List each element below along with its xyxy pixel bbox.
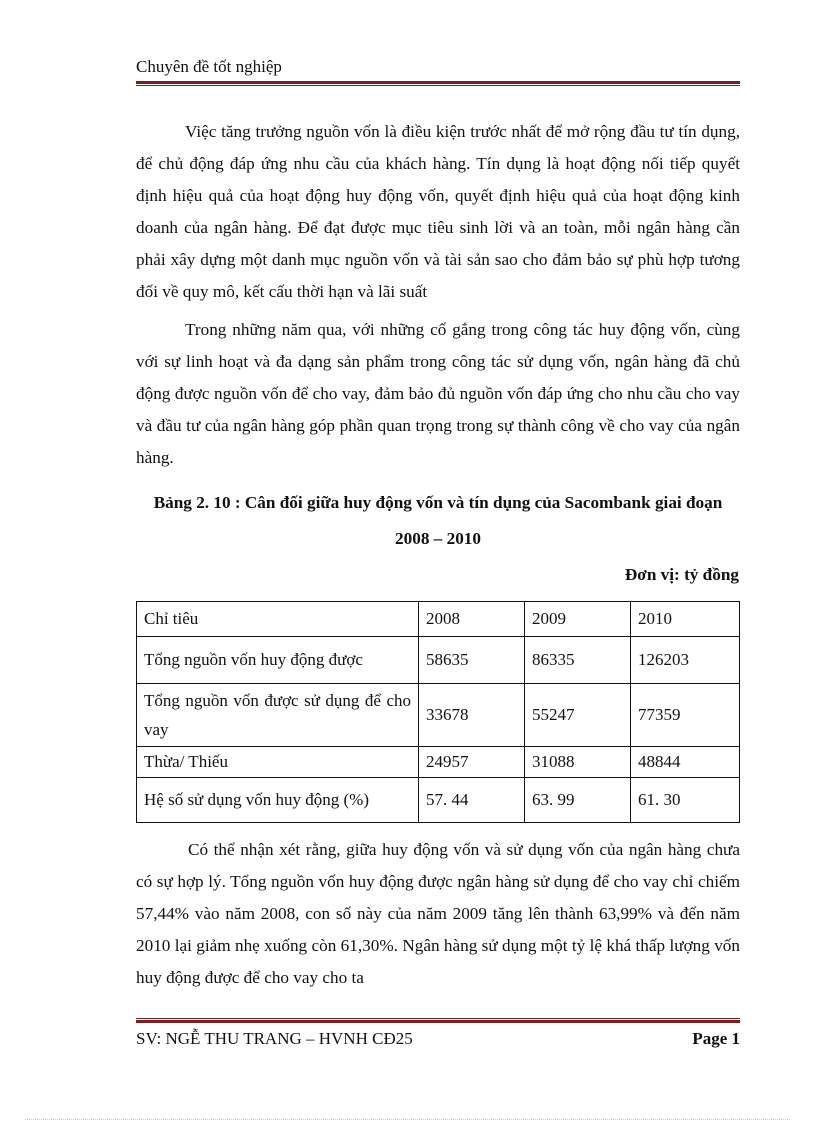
cell-2008: 24957 bbox=[419, 747, 525, 778]
cell-2009: 63. 99 bbox=[525, 778, 631, 823]
cell-2010: 61. 30 bbox=[631, 778, 740, 823]
cell-2010: 77359 bbox=[631, 684, 740, 747]
header-cell-2010: 2010 bbox=[631, 602, 740, 637]
page-bottom-divider bbox=[25, 1119, 790, 1120]
cell-2008: 58635 bbox=[419, 637, 525, 684]
table-header-row bbox=[137, 602, 740, 637]
body-section-top bbox=[136, 116, 740, 474]
table-row bbox=[137, 778, 740, 823]
paragraph-1: Việc tăng trưởng nguồn vốn là điều kiện trước nhất để mở rộng đầu tư tín dụng, để chủ động đáp ứng nhu cầu của khách hàng. Tín dụng là hoạt động nối tiếp quyết định hiệu quả của hoạt động huy động vốn, quyết định hiệu quả của hoạt động kinh doanh của ngân hàng. Để đạt được mục tiêu sinh lời và an toàn, mỗi ngân hàng cần phải xây dựng một danh mục nguồn vốn và tài sản sao cho đảm bảo sự phù hợp tương đối về quy mô, kết cấu thời hạn và lãi suất bbox=[136, 122, 740, 301]
footer-rule-thin bbox=[136, 1018, 740, 1019]
unit-label: Đơn vị: tỷ đồng bbox=[624, 565, 739, 584]
balance-table bbox=[136, 601, 740, 823]
cell-2009: 31088 bbox=[525, 747, 631, 778]
cell-2009: 86335 bbox=[525, 637, 631, 684]
header-cell-indicator: Chỉ tiêu bbox=[137, 602, 419, 637]
header-rule-thin bbox=[136, 85, 740, 86]
cell-2008: 33678 bbox=[419, 684, 525, 747]
footer-rule-thick bbox=[136, 1020, 740, 1023]
paragraph-3: Có thể nhận xét rằng, giữa huy động vốn và sử dụng vốn của ngân hàng chưa có sự hợp lý. Tổng nguồn vốn huy động được ngân hàng sử dụng để cho vay chỉ chiếm 57,44% vào năm 2008, con số này của năm 2009 tăng lên thành 63,99% và đến năm 2010 lại giảm nhẹ xuống còn 61,30%. Ngân hàng sử dụng một tỷ lệ khá thấp lượng vốn huy động được để cho vay cho ta bbox=[136, 840, 740, 987]
table-row bbox=[137, 747, 740, 778]
footer-student: SV: NGỄ THU TRANG – HVNH CĐ25 bbox=[136, 1029, 413, 1048]
cell-2010: 126203 bbox=[631, 637, 740, 684]
cell-2008: 57. 44 bbox=[419, 778, 525, 823]
cell-2009: 55247 bbox=[525, 684, 631, 747]
row-label: Thừa/ Thiếu bbox=[137, 747, 419, 778]
table-row bbox=[137, 684, 740, 747]
footer-page-number: Page 1 bbox=[692, 1029, 740, 1048]
row-label: Tổng nguồn vốn được sử dụng để cho vay bbox=[137, 684, 419, 747]
paragraph-2: Trong những năm qua, với những cố gắng trong công tác huy động vốn, cùng với sự linh hoạt và đa dạng sản phẩm trong công tác sử dụng vốn, ngân hàng đã chủ động được nguồn vốn để cho vay, đảm bảo đủ nguồn vốn đáp ứng cho nhu cầu cho vay và đầu tư của ngân hàng góp phần quan trọng trong sự thành công về cho vay của ngân hàng. bbox=[136, 320, 740, 467]
header-cell-2009: 2009 bbox=[525, 602, 631, 637]
header-rule-thick bbox=[136, 81, 740, 84]
cell-2010: 48844 bbox=[631, 747, 740, 778]
header-cell-2008: 2008 bbox=[419, 602, 525, 637]
table-row bbox=[137, 637, 740, 684]
row-label: Hệ số sử dụng vốn huy động (%) bbox=[137, 778, 419, 823]
page-header-title: Chuyên đề tốt nghiệp bbox=[136, 57, 282, 76]
body-section-bottom bbox=[136, 834, 740, 994]
row-label: Tổng nguồn vốn huy động được bbox=[137, 637, 419, 684]
table-caption: Bảng 2. 10 : Cân đối giữa huy động vốn và tín dụng của Sacombank giai đoạn 2008 – 2010 bbox=[153, 493, 723, 548]
